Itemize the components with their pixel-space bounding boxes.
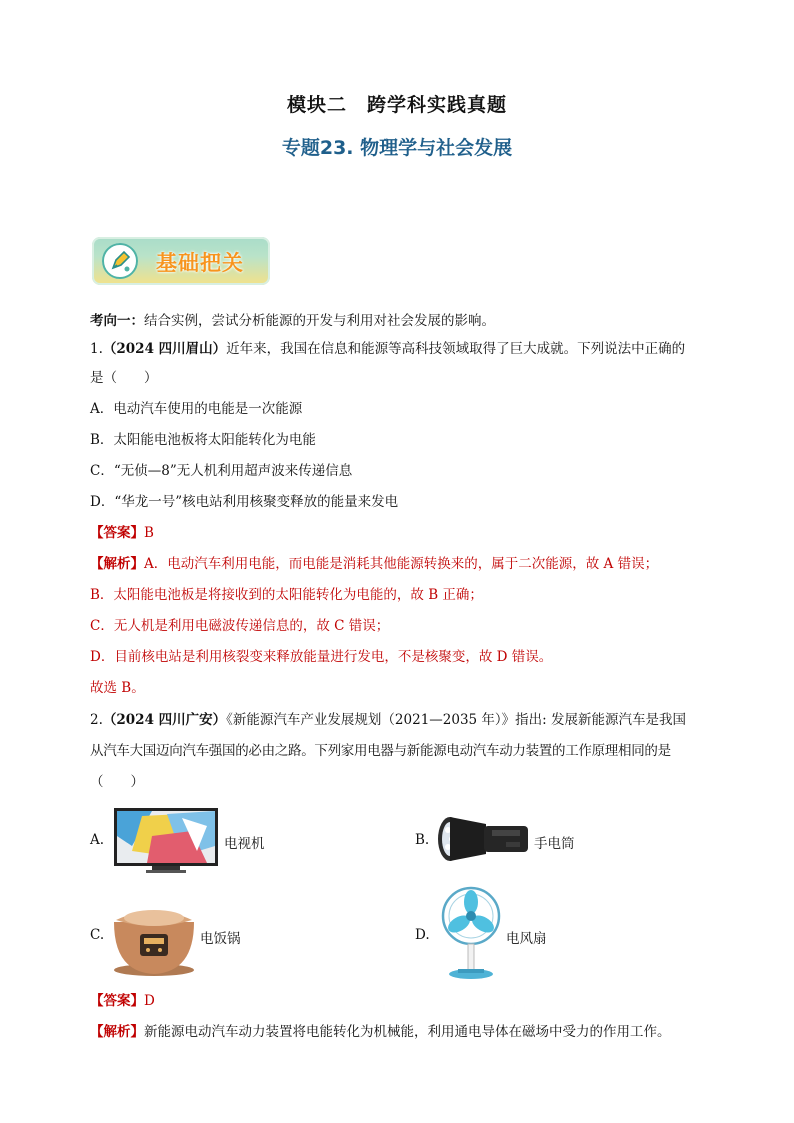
q2-stem-line2: 从汽车大国迈向汽车强国的必由之路。下列家用电器与新能源电动汽车动力装置的工作原理相同的是 <box>90 743 671 759</box>
flashlight-icon <box>436 814 530 864</box>
q1-analysis-line1 <box>90 555 710 573</box>
q1-analysis-d: D．目前核电站是利用核裂变来释放能量进行发电，不是核聚变，故 D 错误。 <box>90 649 553 665</box>
direction-text: 结合实例，尝试分析能源的开发与利用对社会发展的影响。 <box>144 313 495 329</box>
q1-analysis-c: C．无人机是利用电磁波传递信息的，故 C 错误； <box>90 618 390 634</box>
q1-stem-line2: 是（ ） <box>90 370 158 386</box>
q2-answer <box>90 992 710 1010</box>
q1-number: 1. <box>90 341 103 357</box>
q1-answer-label: 【答案】 <box>90 525 144 541</box>
direction-line <box>90 312 710 330</box>
q1-option-b: B．太阳能电池板将太阳能转化为电能 <box>90 432 316 448</box>
q2-stem-line1 <box>90 711 710 729</box>
q1-option-d: D．“华龙一号”核电站利用核聚变释放的能量来发电 <box>90 494 399 510</box>
q2-option-c-letter: C. <box>90 927 105 943</box>
q2-stem-line3: （ ） <box>90 774 144 790</box>
q2-answer-label: 【答案】 <box>90 993 144 1009</box>
q1-option-c: C．“无侦—8”无人机利用超声波来传递信息 <box>90 463 353 479</box>
q2-number: 2. <box>90 712 103 728</box>
rice-cooker-icon <box>110 898 198 978</box>
q1-stem-line1 <box>90 340 710 358</box>
q2-analysis-text: 新能源电动汽车动力装置将电能转化为机械能，利用通电导体在磁场中受力的作用工作。 <box>144 1024 671 1040</box>
q2-stem: 《新能源汽车产业发展规划（2021—2035 年）》指出: 发展新能源汽车是我国 <box>226 712 687 728</box>
q1-option-a: A．电动汽车使用的电能是一次能源 <box>90 401 303 417</box>
q1-conclusion: 故选 B。 <box>90 680 145 696</box>
q2-answer-value: D <box>144 993 155 1009</box>
q1-analysis-label: 【解析】 <box>90 556 144 572</box>
q2-option-a-letter: A. <box>90 832 105 848</box>
q1-stem: 近年来，我国在信息和能源等高科技领域取得了巨大成就。下列说法中正确的 <box>226 341 686 357</box>
q2-analysis <box>90 1023 710 1041</box>
topic-title: 专题23. 物理学与社会发展 <box>281 137 513 159</box>
q2-option-d-letter: D. <box>415 927 430 943</box>
q2-option-a-label: 电视机 <box>224 836 265 852</box>
q2-analysis-label: 【解析】 <box>90 1024 144 1040</box>
q2-option-b-letter: B. <box>415 832 430 848</box>
direction-label: 考向一： <box>90 313 144 329</box>
module-title: 模块二 跨学科实践真题 <box>286 94 507 116</box>
q1-analysis-b: B．太阳能电池板是将接收到的太阳能转化为电能的，故 B 正确； <box>90 587 483 603</box>
q1-source: （2024 四川眉山） <box>102 341 227 357</box>
tv-icon <box>112 806 220 874</box>
q1-answer <box>90 524 710 542</box>
q2-option-c-label: 电饭锅 <box>200 931 241 947</box>
q1-analysis-a: A．电动汽车利用电能，而电能是消耗其他能源转换来的，属于二次能源，故 A 错误； <box>144 556 659 572</box>
banner-label: 基础把关 <box>156 251 244 275</box>
q2-source: （2024 四川广安） <box>102 712 227 728</box>
section-banner <box>92 237 270 285</box>
pen-icon <box>102 243 138 279</box>
q1-answer-value: B <box>144 525 154 541</box>
q2-option-d-label: 电风扇 <box>506 931 547 947</box>
q2-option-b-label: 手电筒 <box>534 836 575 852</box>
fan-icon <box>440 886 502 980</box>
